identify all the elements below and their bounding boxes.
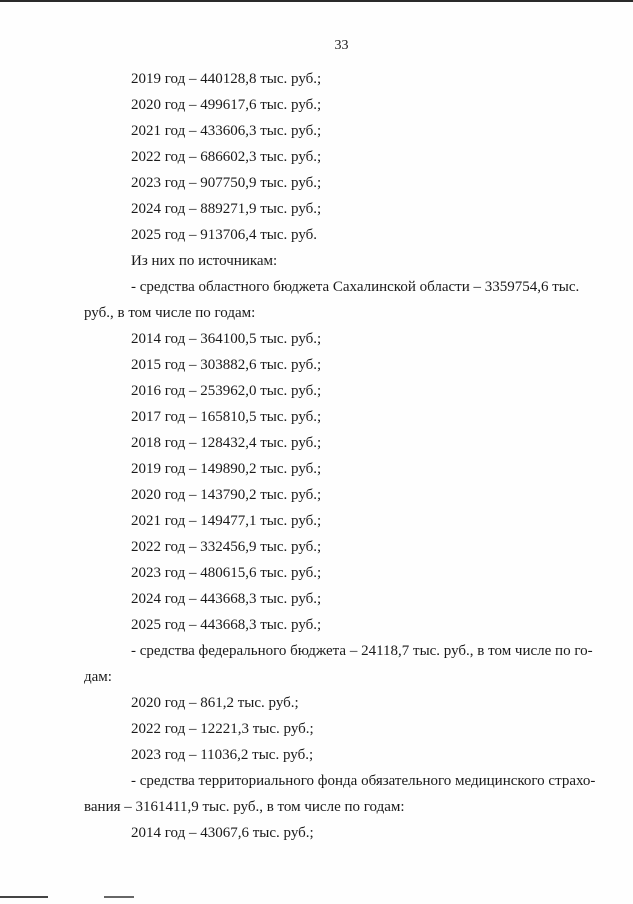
text-line: 2025 год – 913706,4 тыс. руб. (131, 227, 318, 243)
text-line: 2020 год – 499617,6 тыс. руб.; (131, 97, 322, 113)
sources-heading: Из них по источникам: (131, 253, 278, 269)
document-body (84, 66, 594, 846)
text-line: 2022 год – 686602,3 тыс. руб.; (131, 149, 322, 165)
bottom-rule (0, 896, 48, 898)
text-line: 2020 год – 143790,2 тыс. руб.; (131, 487, 322, 503)
paragraph-regional-line1: - средства областного бюджета Сахалинской области – 3359754,6 тыс. (131, 279, 580, 295)
text-line: 2014 год – 364100,5 тыс. руб.; (131, 331, 322, 347)
text-line: 2015 год – 303882,6 тыс. руб.; (131, 357, 322, 373)
text-line: 2024 год – 889271,9 тыс. руб.; (131, 201, 322, 217)
text-line: 2018 год – 128432,4 тыс. руб.; (131, 435, 322, 451)
text-line: 2021 год – 433606,3 тыс. руб.; (131, 123, 322, 139)
text-line: 2019 год – 440128,8 тыс. руб.; (131, 71, 322, 87)
text-line: 2014 год – 43067,6 тыс. руб.; (131, 825, 314, 841)
paragraph-regional-line2: руб., в том числе по годам: (84, 305, 256, 321)
text-line: 2016 год – 253962,0 тыс. руб.; (131, 383, 322, 399)
text-line: 2023 год – 907750,9 тыс. руб.; (131, 175, 322, 191)
paragraph-federal-line2: дам: (84, 669, 112, 685)
text-line: 2021 год – 149477,1 тыс. руб.; (131, 513, 322, 529)
text-line: 2020 год – 861,2 тыс. руб.; (131, 695, 299, 711)
text-line: 2025 год – 443668,3 тыс. руб.; (131, 617, 322, 633)
bottom-rule-short (104, 896, 134, 898)
text-line: 2024 год – 443668,3 тыс. руб.; (131, 591, 322, 607)
text-line: 2017 год – 165810,5 тыс. руб.; (131, 409, 322, 425)
text-line: 2023 год – 11036,2 тыс. руб.; (131, 747, 314, 763)
paragraph-oms-line1: - средства территориального фонда обязательного медицинского страхо- (131, 773, 596, 789)
paragraph-federal-line1: - средства федерального бюджета – 24118,7 тыс. руб., в том числе по го- (131, 643, 593, 659)
text-line: 2023 год – 480615,6 тыс. руб.; (131, 565, 322, 581)
text-line: 2022 год – 332456,9 тыс. руб.; (131, 539, 322, 555)
text-line: 2019 год – 149890,2 тыс. руб.; (131, 461, 322, 477)
top-rule (0, 0, 633, 2)
page-number: 33 (334, 38, 349, 53)
paragraph-oms-line2: вания – 3161411,9 тыс. руб., в том числе по годам: (84, 799, 405, 815)
text-line: 2022 год – 12221,3 тыс. руб.; (131, 721, 314, 737)
